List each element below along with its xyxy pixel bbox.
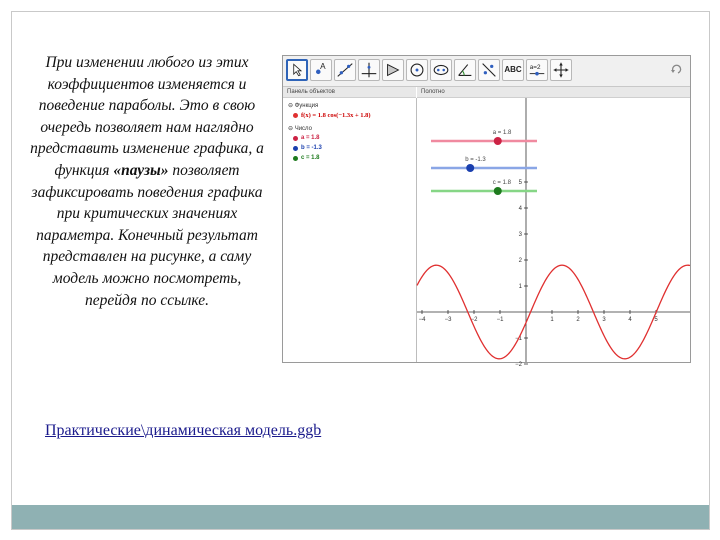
perpendicular-tool-icon[interactable] — [358, 59, 380, 81]
text-tool-icon[interactable] — [502, 59, 524, 81]
text-tool-label: ABC — [504, 65, 522, 74]
slider-knob[interactable] — [494, 187, 502, 195]
numbers-group-label: Число — [294, 126, 312, 132]
model-file-link[interactable]: Практические\динамическая модель.ggb — [45, 422, 322, 439]
x-tick-label: 3 — [602, 317, 606, 323]
y-tick-label: 5 — [518, 180, 522, 186]
x-tick-label: −3 — [444, 317, 452, 323]
slider-knob[interactable] — [466, 164, 474, 172]
graphics-view[interactable] — [417, 98, 690, 368]
b-visibility-icon[interactable] — [293, 146, 298, 151]
x-tick-label: 1 — [550, 317, 554, 323]
slider-label: c = 1.8 — [492, 180, 511, 186]
number-row-a[interactable] — [293, 135, 320, 141]
description-part-2: позволяет зафиксировать поведения графика при критических значениях параметра. Конечный результат представлен на рисунке, а саму модель можно посмотреть, перейдя по ссылке. — [31, 161, 263, 309]
description-bold-term: «паузы» — [113, 161, 169, 179]
a-visibility-icon[interactable] — [293, 136, 298, 141]
graphics-canvas[interactable] — [417, 98, 690, 368]
y-tick-label: −2 — [515, 362, 522, 368]
graphics-view-header — [417, 87, 690, 98]
algebra-view-header — [283, 87, 416, 98]
circle-tool-icon[interactable] — [406, 59, 428, 81]
number-a-value: a = 1.8 — [301, 135, 320, 141]
x-tick-label: 2 — [576, 317, 580, 323]
y-tick-label: 2 — [518, 258, 522, 264]
reflect-tool-icon[interactable] — [478, 59, 500, 81]
point-tool-icon[interactable] — [310, 59, 332, 81]
angle-tool-icon[interactable] — [454, 59, 476, 81]
algebra-view — [283, 98, 417, 362]
numbers-group[interactable]: ⊖ Число — [288, 126, 312, 132]
slider-tool-label: a=2 — [529, 64, 541, 72]
number-c-value: c = 1.8 — [301, 155, 320, 161]
functions-group[interactable]: ⊖ Функция — [288, 103, 319, 109]
x-tick-label: 4 — [628, 317, 632, 323]
number-row-c[interactable] — [293, 155, 320, 161]
slider-label: a = 1.8 — [492, 130, 512, 136]
y-tick-label: 1 — [518, 284, 522, 290]
slider-tool-icon[interactable] — [526, 59, 548, 81]
redo-icon[interactable] — [670, 62, 684, 76]
y-tick-label: 3 — [518, 232, 522, 238]
graphics-view-title: Полотно — [421, 89, 445, 95]
y-tick-label: −1 — [515, 336, 522, 342]
description-text — [27, 52, 267, 311]
slider-label: b = -1.3 — [465, 157, 486, 163]
algebra-view-title: Панель объектов — [287, 89, 335, 95]
y-tick-label: 4 — [518, 206, 522, 212]
function-visibility-icon[interactable] — [293, 113, 298, 118]
slide — [11, 11, 710, 530]
move-view-tool-icon[interactable] — [550, 59, 572, 81]
x-tick-label: −2 — [470, 317, 478, 323]
functions-group-label: Функция — [294, 103, 319, 109]
c-visibility-icon[interactable] — [293, 156, 298, 161]
slider-knob[interactable] — [494, 137, 502, 145]
line-tool-icon[interactable] — [334, 59, 356, 81]
x-tick-label: −4 — [418, 317, 426, 323]
slide-footer-bar — [12, 505, 709, 529]
x-tick-label: 5 — [654, 317, 658, 323]
number-b-value: b = -1.3 — [301, 145, 322, 151]
geogebra-window — [282, 55, 691, 368]
function-row[interactable] — [293, 112, 371, 119]
polygon-tool-icon[interactable] — [382, 59, 404, 81]
description-part-1: При изменении любого из этих коэффициентов изменяется и поведение параболы. Это в свою очередь позволяет нам наглядно представить изменение графика, а функция — [30, 54, 264, 179]
move-tool-icon[interactable] — [286, 59, 308, 81]
function-definition: f(x) = 1.8 cos(−1.3x + 1.8) — [301, 112, 371, 119]
conic-tool-icon[interactable] — [430, 59, 452, 81]
svg-text:A: A — [320, 62, 326, 72]
x-tick-label: −1 — [496, 317, 504, 323]
number-row-b[interactable] — [293, 145, 322, 151]
geogebra-toolbar — [283, 56, 690, 87]
